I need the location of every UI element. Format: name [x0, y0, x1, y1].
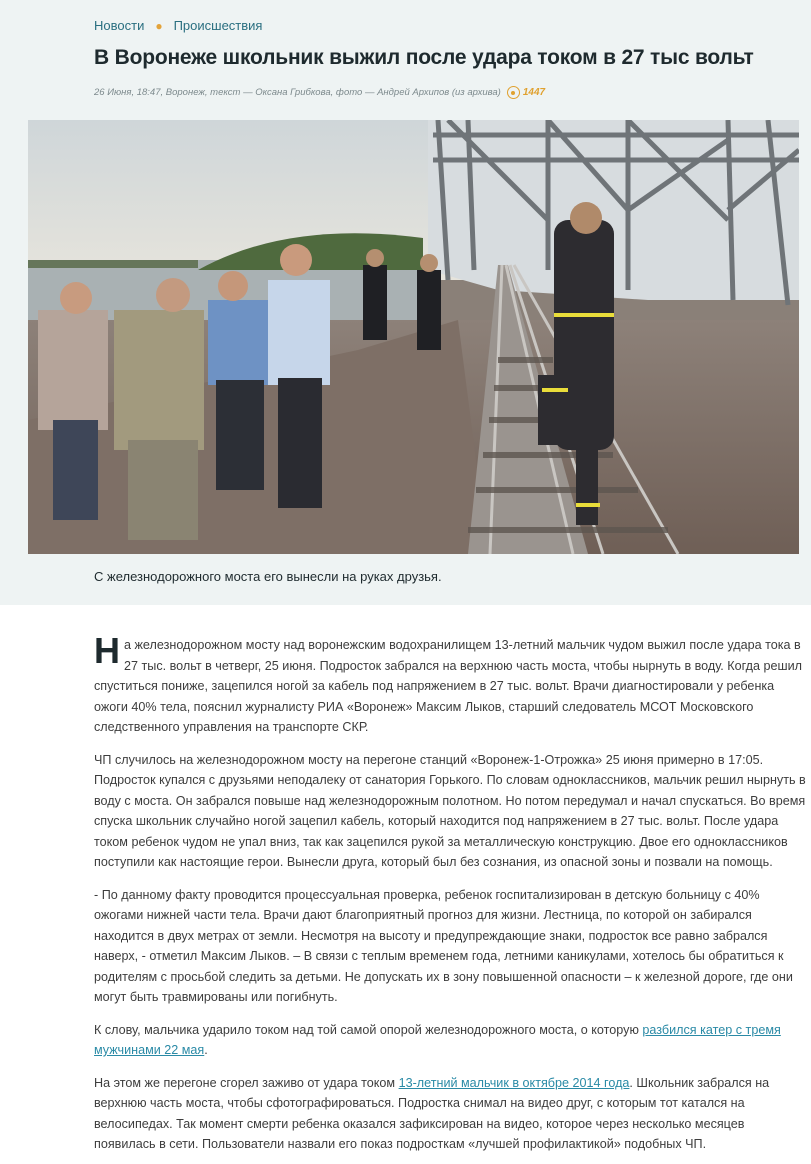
- paragraph-5-end: . Школьник забрался на верхнюю часть моста, чтобы сфотографироваться. Подростка снимал на видео друг, с которым тот катался на велосипедах. Так момент смерти ребенка оказался зафиксирован на видео, которое через несколько месяцев появилась в сети. Пользователи назвали его показ подросткам «лучшей профилактикой» подобных ЧП.: [94, 1075, 770, 1151]
- railway-bridge-photo: [28, 120, 799, 554]
- breadcrumb-separator-icon: ●: [155, 18, 163, 33]
- paragraph-2: ЧП случилось на железнодорожном мосту на перегоне станций «Воронеж-1-Отрожка» 25 июня примерно в 17:05. Подросток купался с друзьями неподалеку от санатория Горького. По словам одноклассников, мальчик решил нырнуть в воду с моста. Он забрался повыше над железнодорожным полотном. Но потом передумал и начал спускаться. Во время спуска школьник случайно ногой зацепил кабель, который находится под напряжением в 27 тыс. вольт. После удара током ребенок чудом не упал вниз, так как зацепился рукой за металлическую конструкцию. Двое его одноклассников поступили как настоящие герои. Вынесли друга, который был без сознания, из опасной зоны и позвали на помощь.: [94, 752, 806, 869]
- eye-icon: [507, 86, 520, 99]
- paragraph-1: [94, 630, 806, 738]
- boat-crash-link[interactable]: разбился катер с тремя мужчинами 22 мая: [94, 1022, 781, 1057]
- paragraph-5-text: На этом же перегоне сгорел заживо от удара током: [94, 1075, 399, 1090]
- article-byline: 26 Июня, 18:47, Воронеж, текст — Оксана Грибкова, фото — Андрей Архипов (из архива): [94, 87, 501, 98]
- photo-caption: С железнодорожного моста его вынесли на руках друзья.: [94, 569, 442, 584]
- article-photo: [28, 120, 799, 554]
- article-body: [94, 630, 806, 1164]
- article-title: В Воронеже школьник выжил после удара током в 27 тыс вольт: [94, 46, 754, 69]
- breadcrumb: [94, 18, 262, 33]
- article-meta: [94, 86, 545, 99]
- paragraph-5: [94, 1073, 806, 1155]
- views-counter: [507, 86, 545, 99]
- paragraph-3: - По данному факту проводится процессуальная проверка, ребенок госпитализирован в детскую больницу с 40% ожогами нижней части тела. Врачи дают благоприятный прогноз для жизни. Лестница, по которой он забирался находится в двух метрах от земли. Несмотря на высоту и предупреждающие знаки, подросток все равно забрался наверх, - отметил Максим Лыков. – В связи с теплым временем года, летними каникулами, хотелось бы обратиться к родителям с просьбой следить за детьми. Не допускать их в зону повышенной опасности – к железной дороге, где они могут быть травмированы или погибнуть.: [94, 887, 793, 1004]
- paragraph-4-end: .: [204, 1043, 208, 1057]
- drop-cap: Н: [94, 630, 120, 671]
- breadcrumb-news-link[interactable]: Новости: [94, 18, 145, 33]
- boy-2014-link[interactable]: 13-летний мальчик в октябре 2014 года: [398, 1075, 630, 1090]
- paragraph-4-text: К слову, мальчика ударило током над той самой опорой железнодорожного моста, о которую: [94, 1022, 643, 1037]
- paragraph-4: [94, 1020, 806, 1061]
- breadcrumb-incidents-link[interactable]: Происшествия: [173, 18, 263, 33]
- views-count: 1447: [522, 87, 546, 98]
- paragraph-1-text: а железнодорожном мосту над воронежским водохранилищем 13-летний мальчик чудом выжил после удара тока в 27 тыс. вольт в четверг, 25 июня. Подросток забрался на верхнюю часть моста, чтобы нырнуть в воду. Когда решил спуститься пониже, зацепился ногой за кабель под напряжением в 27 тыс. вольт. Врачи диагностировали у ребенка ожоги 40% тела, пояснил журналисту РИА «Воронеж» Максим Лыков, старший следователь МСОТ Московского следственного управления на транспорте СКР.: [94, 638, 802, 734]
